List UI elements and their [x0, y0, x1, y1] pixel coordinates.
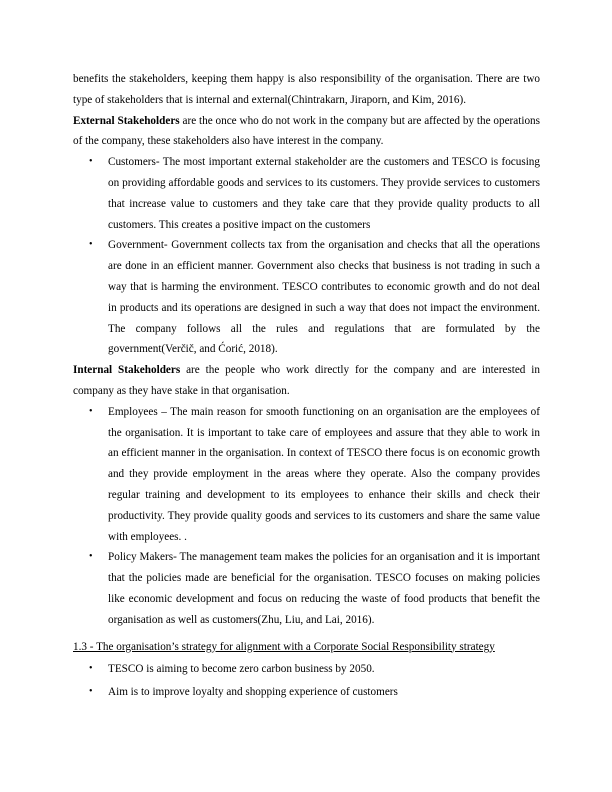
list-item-text: Policy Makers- The management team makes the policies for an organisation and it is important that the policies made are beneficial for the organisation. TESCO focuses on making policies like economic development and focus on reducing the waste of food products that benefit the organisation as well as customers(Zhu, Liu, and Lai, 2016). — [108, 551, 540, 626]
list-item — [73, 547, 540, 630]
bullet-icon: • — [89, 156, 93, 168]
internal-stakeholder-list — [73, 402, 540, 631]
list-item-text: Aim is to improve loyalty and shopping experience of customers — [108, 686, 398, 699]
term-external-stakeholders: External Stakeholders — [73, 114, 180, 127]
list-item — [73, 402, 540, 548]
bullet-icon: • — [89, 686, 93, 698]
external-stakeholder-list — [73, 152, 540, 360]
term-internal-stakeholders: Internal Stakeholders — [73, 364, 181, 377]
list-item — [73, 659, 540, 680]
bullet-icon: • — [89, 405, 93, 417]
paragraph-external-stakeholders — [73, 111, 540, 153]
document-page — [73, 69, 540, 705]
list-item — [73, 682, 540, 703]
list-item — [73, 235, 540, 360]
list-item — [73, 152, 540, 235]
strategy-list — [73, 659, 540, 703]
list-item-text: Customers- The most important external stakeholder are the customers and TESCO is focusing on providing affordable goods and services to its customers. They provide services to customers that increase value to customers and they take care that they provide quality products to all customers. This creates a positive impact on the customers — [108, 156, 540, 231]
list-item-text: TESCO is aiming to become zero carbon business by 2050. — [108, 663, 375, 676]
paragraph-internal-stakeholders — [73, 360, 540, 402]
paragraph-external-text: are the once who do not work in the company but are affected by the operations of the company, these stakeholders also have interest in the company. — [73, 114, 540, 148]
paragraph-intro: benefits the stakeholders, keeping them happy is also responsibility of the organisation. There are two type of stakeholders that is internal and external(Chintrakarn, Jiraporn, and Kim, 2016). — [73, 73, 540, 106]
paragraph-internal-text: are the people who work directly for the company and are interested in company as they have stake in that organisation. — [73, 364, 540, 397]
list-item-text: Government- Government collects tax from the organisation and checks that all the operations are done in an efficient manner. Government also checks that business is not trading in such a way that is harming the environment. TESCO contributes to economic growth and do not deal in products and its operations are designed in such a way that does not impact the environment. The company follows all the rules and regulations that are formulated by the government(Verčič, and Ćorić, 2018). — [108, 239, 540, 356]
list-item-text: Employees – The main reason for smooth functioning on an organisation are the employees of the organisation. It is important to take care of employees and assure that they able to work in an efficient manner in the organisation. In context of TESCO there focus is on economic growth and they provide employment in the areas where they operate. Also the company provides regular training and development to its employees to enhance their skills and check their productivity. They provide quality goods and services to its customers and share the same value with employees. . — [108, 405, 540, 543]
bullet-icon: • — [89, 551, 93, 563]
bullet-icon: • — [89, 663, 93, 675]
bullet-icon: • — [89, 239, 93, 251]
section-heading: 1.3 - The organisation’s strategy for alignment with a Corporate Social Responsibility strategy — [73, 640, 495, 653]
